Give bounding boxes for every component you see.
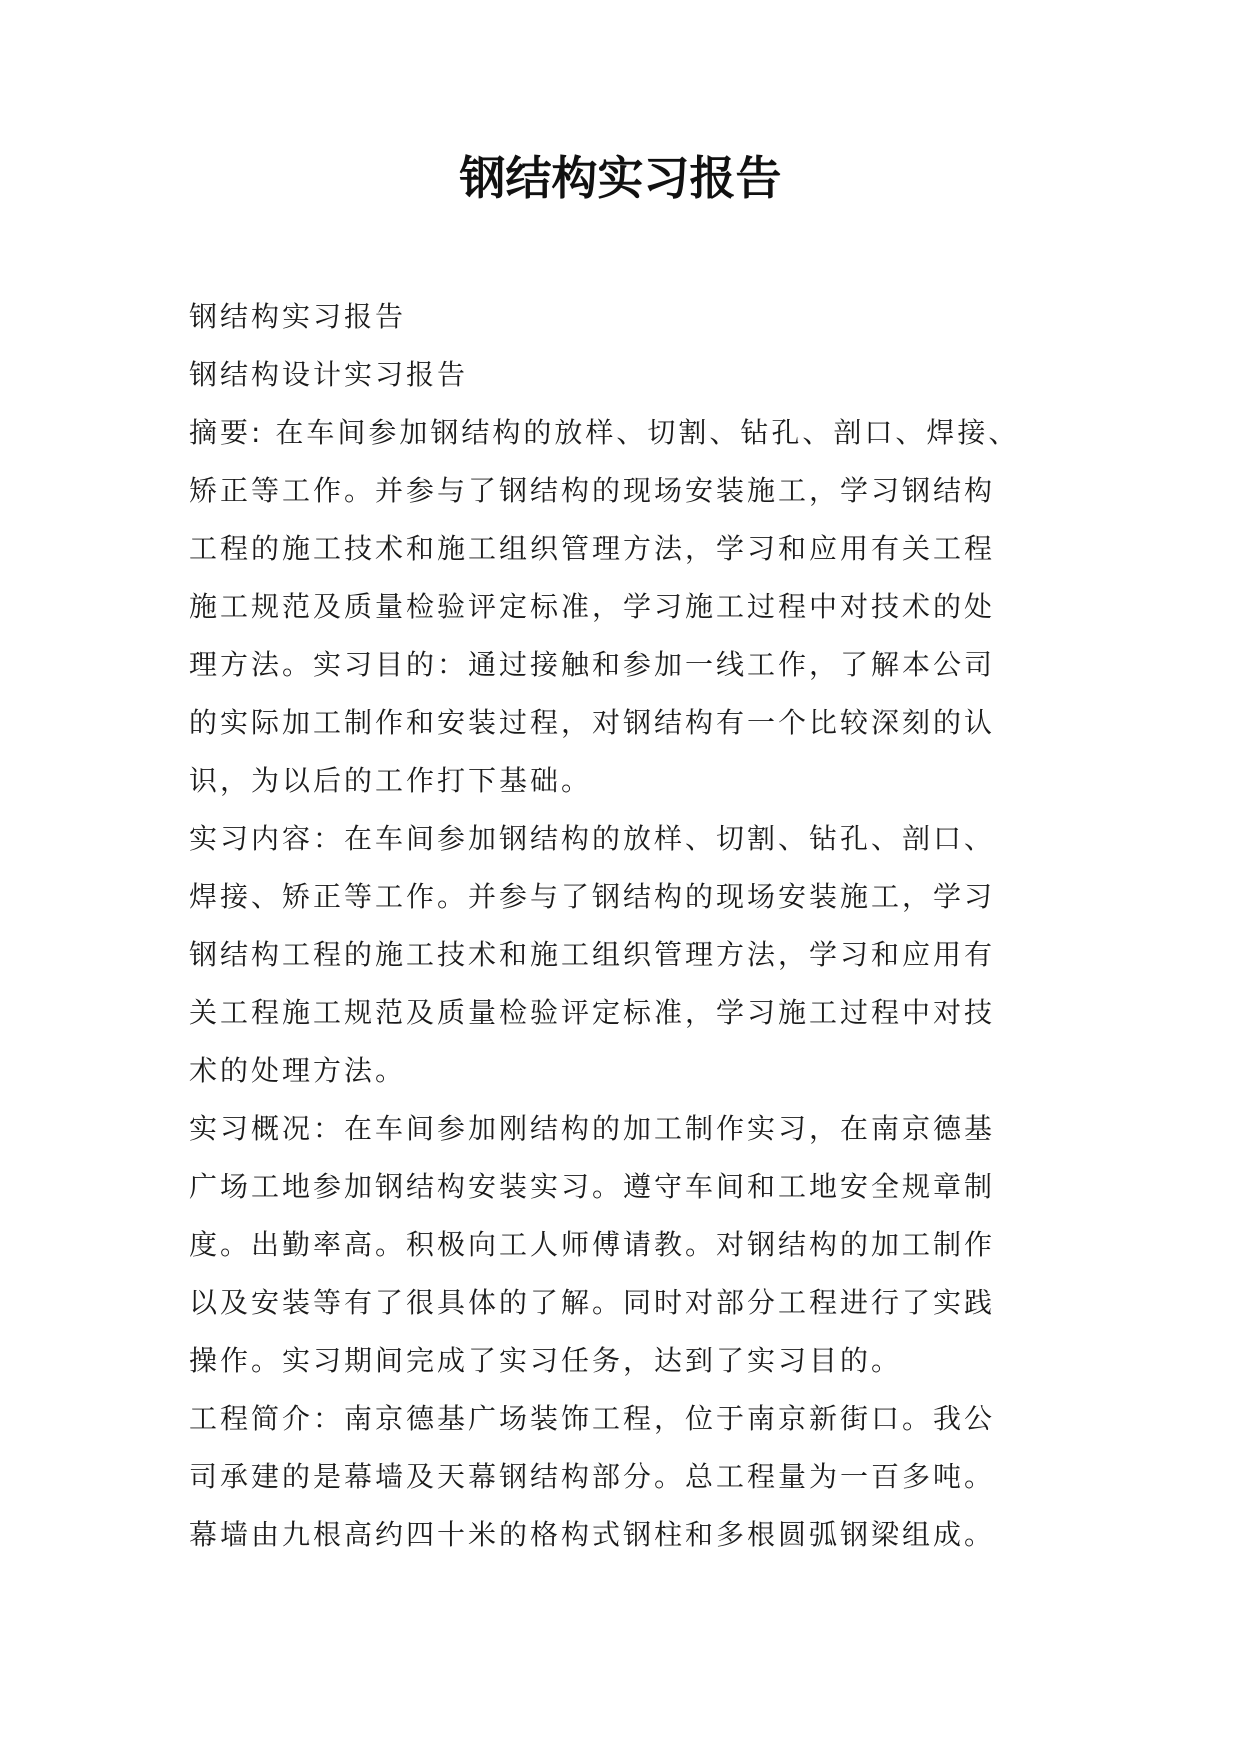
body-line: 幕墙由九根高约四十米的格构式钢柱和多根圆弧钢梁组成。 <box>189 1518 996 1551</box>
body-line: 关工程施工规范及质量检验评定标准，学习施工过程中对技 <box>189 996 996 1029</box>
body-line: 钢结构设计实习报告 <box>189 358 469 391</box>
body-line: 施工规范及质量检验评定标准，学习施工过程中对技术的处 <box>189 590 996 623</box>
document-body <box>189 288 1069 1564</box>
body-line: 实习概况：在车间参加刚结构的加工制作实习，在南京德基 <box>189 1112 996 1145</box>
body-line: 操作。实习期间完成了实习任务，达到了实习目的。 <box>189 1344 903 1377</box>
body-line: 实习内容：在车间参加钢结构的放样、切割、钻孔、剖口、 <box>189 822 996 855</box>
body-line: 摘要: 在车间参加钢结构的放样、切割、钻孔、剖口、焊接、 <box>189 416 1020 449</box>
document-title: 钢结构实习报告 <box>459 151 782 205</box>
body-line: 工程简介：南京德基广场装饰工程，位于南京新街口。我公 <box>189 1402 996 1435</box>
body-line: 广场工地参加钢结构安装实习。遵守车间和工地安全规章制 <box>189 1170 996 1203</box>
body-line: 理方法。实习目的：通过接触和参加一线工作，了解本公司 <box>189 648 996 681</box>
body-line: 识，为以后的工作打下基础。 <box>189 764 593 797</box>
body-line: 焊接、矫正等工作。并参与了钢结构的现场安装施工，学习 <box>189 880 996 913</box>
body-line: 以及安装等有了很具体的了解。同时对部分工程进行了实践 <box>189 1286 996 1319</box>
body-line: 钢结构工程的施工技术和施工组织管理方法，学习和应用有 <box>189 938 996 971</box>
body-line: 工程的施工技术和施工组织管理方法，学习和应用有关工程 <box>189 532 996 565</box>
body-line: 度。出勤率高。积极向工人师傅请教。对钢结构的加工制作 <box>189 1228 996 1261</box>
body-line: 矫正等工作。并参与了钢结构的现场安装施工，学习钢结构 <box>189 474 996 507</box>
body-line: 术的处理方法。 <box>189 1054 407 1087</box>
body-line: 的实际加工制作和安装过程，对钢结构有一个比较深刻的认 <box>189 706 996 739</box>
body-line: 司承建的是幕墙及天幕钢结构部分。总工程量为一百多吨。 <box>189 1460 996 1493</box>
body-line: 钢结构实习报告 <box>189 300 407 333</box>
